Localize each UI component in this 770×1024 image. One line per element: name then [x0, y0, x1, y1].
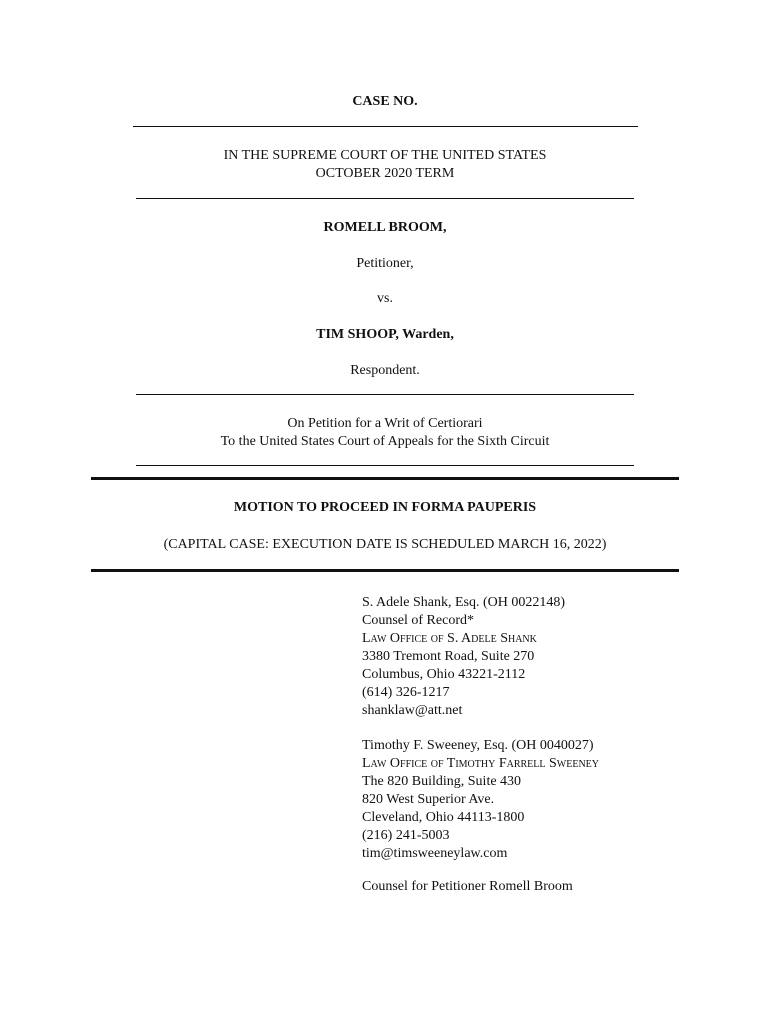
petition-line-1: On Petition for a Writ of Certiorari — [287, 416, 483, 431]
phone-number: (614) 326-1217 — [362, 685, 450, 700]
address-line: 820 West Superior Ave. — [362, 792, 495, 807]
capital-case-notice: (CAPITAL CASE: EXECUTION DATE IS SCHEDULED MARCH 16, 2022) — [163, 537, 607, 552]
law-firm-name: Law Office of S. Adele Shank — [362, 631, 537, 646]
court-term: OCTOBER 2020 TERM — [315, 166, 455, 181]
court-name: IN THE SUPREME COURT OF THE UNITED STATES — [223, 148, 547, 163]
motion-title: MOTION TO PROCEED IN FORMA PAUPERIS — [233, 500, 537, 515]
thick-divider — [91, 569, 679, 572]
petitioner-role: Petitioner, — [356, 256, 414, 271]
address-line: 3380 Tremont Road, Suite 270 — [362, 649, 535, 664]
divider — [133, 126, 638, 127]
counsel-block-first — [362, 594, 565, 720]
counsel-name: Timothy F. Sweeney, Esq. (OH 0040027) — [362, 738, 594, 753]
law-firm-name: Law Office of Timothy Farrell Sweeney — [362, 756, 599, 771]
address-line: The 820 Building, Suite 430 — [362, 774, 522, 789]
counsel-closing: Counsel for Petitioner Romell Broom — [362, 879, 573, 894]
versus: vs. — [377, 291, 393, 306]
email-address: shanklaw@att.net — [362, 703, 463, 718]
respondent-role: Respondent. — [350, 363, 420, 378]
divider — [136, 198, 634, 199]
petition-line-2: To the United States Court of Appeals for the Sixth Circuit — [220, 434, 550, 449]
address-line: Cleveland, Ohio 44113-1800 — [362, 810, 525, 825]
email-address: tim@timsweeneylaw.com — [362, 846, 508, 861]
counsel-name: S. Adele Shank, Esq. (OH 0022148) — [362, 595, 565, 610]
address-line: Columbus, Ohio 43221-2112 — [362, 667, 526, 682]
respondent-name: TIM SHOOP, Warden, — [316, 327, 454, 342]
divider — [136, 394, 634, 395]
phone-number: (216) 241-5003 — [362, 828, 450, 843]
thick-divider — [91, 477, 679, 480]
case-number: CASE NO. — [352, 94, 418, 109]
divider — [136, 465, 634, 466]
counsel-role: Counsel of Record* — [362, 613, 474, 628]
counsel-block-second — [362, 737, 599, 863]
petitioner-name: ROMELL BROOM, — [323, 220, 447, 235]
